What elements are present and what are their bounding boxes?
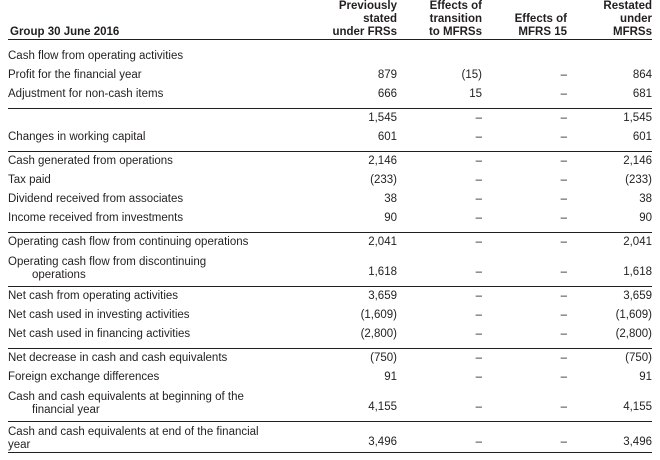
row-value: – xyxy=(397,306,482,325)
row-value: 91 xyxy=(312,368,397,387)
row-value: – xyxy=(482,325,567,344)
row-value: 2,041 xyxy=(312,233,397,253)
row-value: 91 xyxy=(567,368,652,387)
row-value: – xyxy=(482,109,567,129)
table-row xyxy=(8,233,652,253)
row-value: 90 xyxy=(567,209,652,228)
row-label: Net cash from operating activities xyxy=(8,287,312,307)
row-value: – xyxy=(482,152,567,172)
row-label: Tax paid xyxy=(8,171,312,190)
table-row xyxy=(8,190,652,209)
row-value: 3,659 xyxy=(312,287,397,307)
row-value: (1,609) xyxy=(567,306,652,325)
row-label: Cash generated from operations xyxy=(8,152,312,172)
row-value: 2,146 xyxy=(312,152,397,172)
row-value: – xyxy=(482,252,567,282)
row-value: – xyxy=(482,190,567,209)
row-value: – xyxy=(397,349,482,369)
row-label: Adjustment for non-cash items xyxy=(8,85,312,104)
row-value: – xyxy=(482,287,567,307)
row-value xyxy=(397,47,482,66)
table-row xyxy=(8,66,652,85)
row-value: 1,545 xyxy=(567,109,652,129)
row-value: – xyxy=(397,190,482,209)
row-value: 38 xyxy=(312,190,397,209)
row-value: 1,618 xyxy=(567,252,652,282)
row-value: – xyxy=(397,287,482,307)
row-value: (233) xyxy=(567,171,652,190)
row-value: – xyxy=(397,128,482,147)
row-value: 38 xyxy=(567,190,652,209)
row-value: (2,800) xyxy=(312,325,397,344)
column-header-restated-under-mfrss: Restated under MFRSs xyxy=(567,0,652,40)
row-label: Net cash used in investing activities xyxy=(8,306,312,325)
row-value: – xyxy=(397,152,482,172)
row-value: 3,659 xyxy=(567,287,652,307)
row-value: – xyxy=(397,109,482,129)
row-value: – xyxy=(397,368,482,387)
table-row xyxy=(8,128,652,147)
column-header-previously-stated-under-frss: Previously stated under FRSs xyxy=(312,0,397,40)
row-value: (233) xyxy=(312,171,397,190)
row-label: Net decrease in cash and cash equivalents xyxy=(8,349,312,369)
row-value: (750) xyxy=(567,349,652,369)
row-value: – xyxy=(482,233,567,253)
row-value: 864 xyxy=(567,66,652,85)
row-value: 879 xyxy=(312,66,397,85)
rule-row xyxy=(8,40,652,48)
row-value: – xyxy=(397,387,482,417)
cash-flow-table xyxy=(8,0,652,460)
row-label: Cash and cash equivalents at beginning of the financial year xyxy=(8,387,312,417)
row-label xyxy=(8,109,312,129)
row-label: Operating cash flow from discontinuing operations xyxy=(8,252,312,282)
row-value: – xyxy=(397,171,482,190)
row-value: – xyxy=(397,252,482,282)
row-value: (2,800) xyxy=(567,325,652,344)
rule-row xyxy=(8,453,652,460)
row-value: 1,618 xyxy=(312,252,397,282)
table-row xyxy=(8,85,652,104)
row-value: – xyxy=(482,171,567,190)
row-value: – xyxy=(397,233,482,253)
row-value: 90 xyxy=(312,209,397,228)
row-label: Profit for the financial year xyxy=(8,66,312,85)
row-value: (1,609) xyxy=(312,306,397,325)
row-label: Operating cash flow from continuing operations xyxy=(8,233,312,253)
table-row xyxy=(8,109,652,129)
group-label: Group xyxy=(10,26,45,38)
table-row xyxy=(8,47,652,66)
row-label: Cash flow from operating activities xyxy=(8,47,312,66)
row-value: 601 xyxy=(312,128,397,147)
row-value: – xyxy=(482,128,567,147)
row-value: – xyxy=(482,387,567,417)
column-header-effects-of-mfrs-15: Effects of MFRS 15 xyxy=(482,0,567,40)
table-row xyxy=(8,325,652,344)
row-value: 3,496 xyxy=(567,422,652,453)
period-label: 30 June 2016 xyxy=(48,26,120,38)
table-row xyxy=(8,152,652,172)
row-value: – xyxy=(482,209,567,228)
table-row xyxy=(8,422,652,453)
header-group-cell xyxy=(8,0,312,40)
row-label: Cash and cash equivalents at end of the financial year xyxy=(8,422,312,453)
row-value: – xyxy=(482,368,567,387)
row-label: Dividend received from associates xyxy=(8,190,312,209)
row-label: Net cash used in financing activities xyxy=(8,325,312,344)
row-value: 4,155 xyxy=(312,387,397,417)
row-value: 2,041 xyxy=(567,233,652,253)
row-value: 681 xyxy=(567,85,652,104)
row-value: 15 xyxy=(397,85,482,104)
table-row xyxy=(8,209,652,228)
row-value: 3,496 xyxy=(312,422,397,453)
table-row xyxy=(8,252,652,282)
table-row xyxy=(8,287,652,307)
table-row xyxy=(8,171,652,190)
row-value: – xyxy=(397,422,482,453)
row-value: 601 xyxy=(567,128,652,147)
table-row xyxy=(8,306,652,325)
row-value xyxy=(482,47,567,66)
row-value: – xyxy=(482,85,567,104)
row-value: 2,146 xyxy=(567,152,652,172)
table-body xyxy=(8,40,652,460)
row-value: (750) xyxy=(312,349,397,369)
row-value: – xyxy=(482,306,567,325)
row-label: Foreign exchange differences xyxy=(8,368,312,387)
column-header-effects-of-transition-to-mfrss: Effects of transition to MFRSs xyxy=(397,0,482,40)
row-value xyxy=(567,47,652,66)
row-value: 666 xyxy=(312,85,397,104)
row-value: – xyxy=(482,66,567,85)
row-value: – xyxy=(397,209,482,228)
row-value: (15) xyxy=(397,66,482,85)
row-value: 4,155 xyxy=(567,387,652,417)
row-value: – xyxy=(482,349,567,369)
row-value: – xyxy=(482,422,567,453)
table-row xyxy=(8,387,652,417)
table-row xyxy=(8,349,652,369)
table-header xyxy=(8,0,652,40)
row-value: – xyxy=(397,325,482,344)
row-label: Changes in working capital xyxy=(8,128,312,147)
table-row xyxy=(8,368,652,387)
row-value: 1,545 xyxy=(312,109,397,129)
row-label: Income received from investments xyxy=(8,209,312,228)
row-value xyxy=(312,47,397,66)
